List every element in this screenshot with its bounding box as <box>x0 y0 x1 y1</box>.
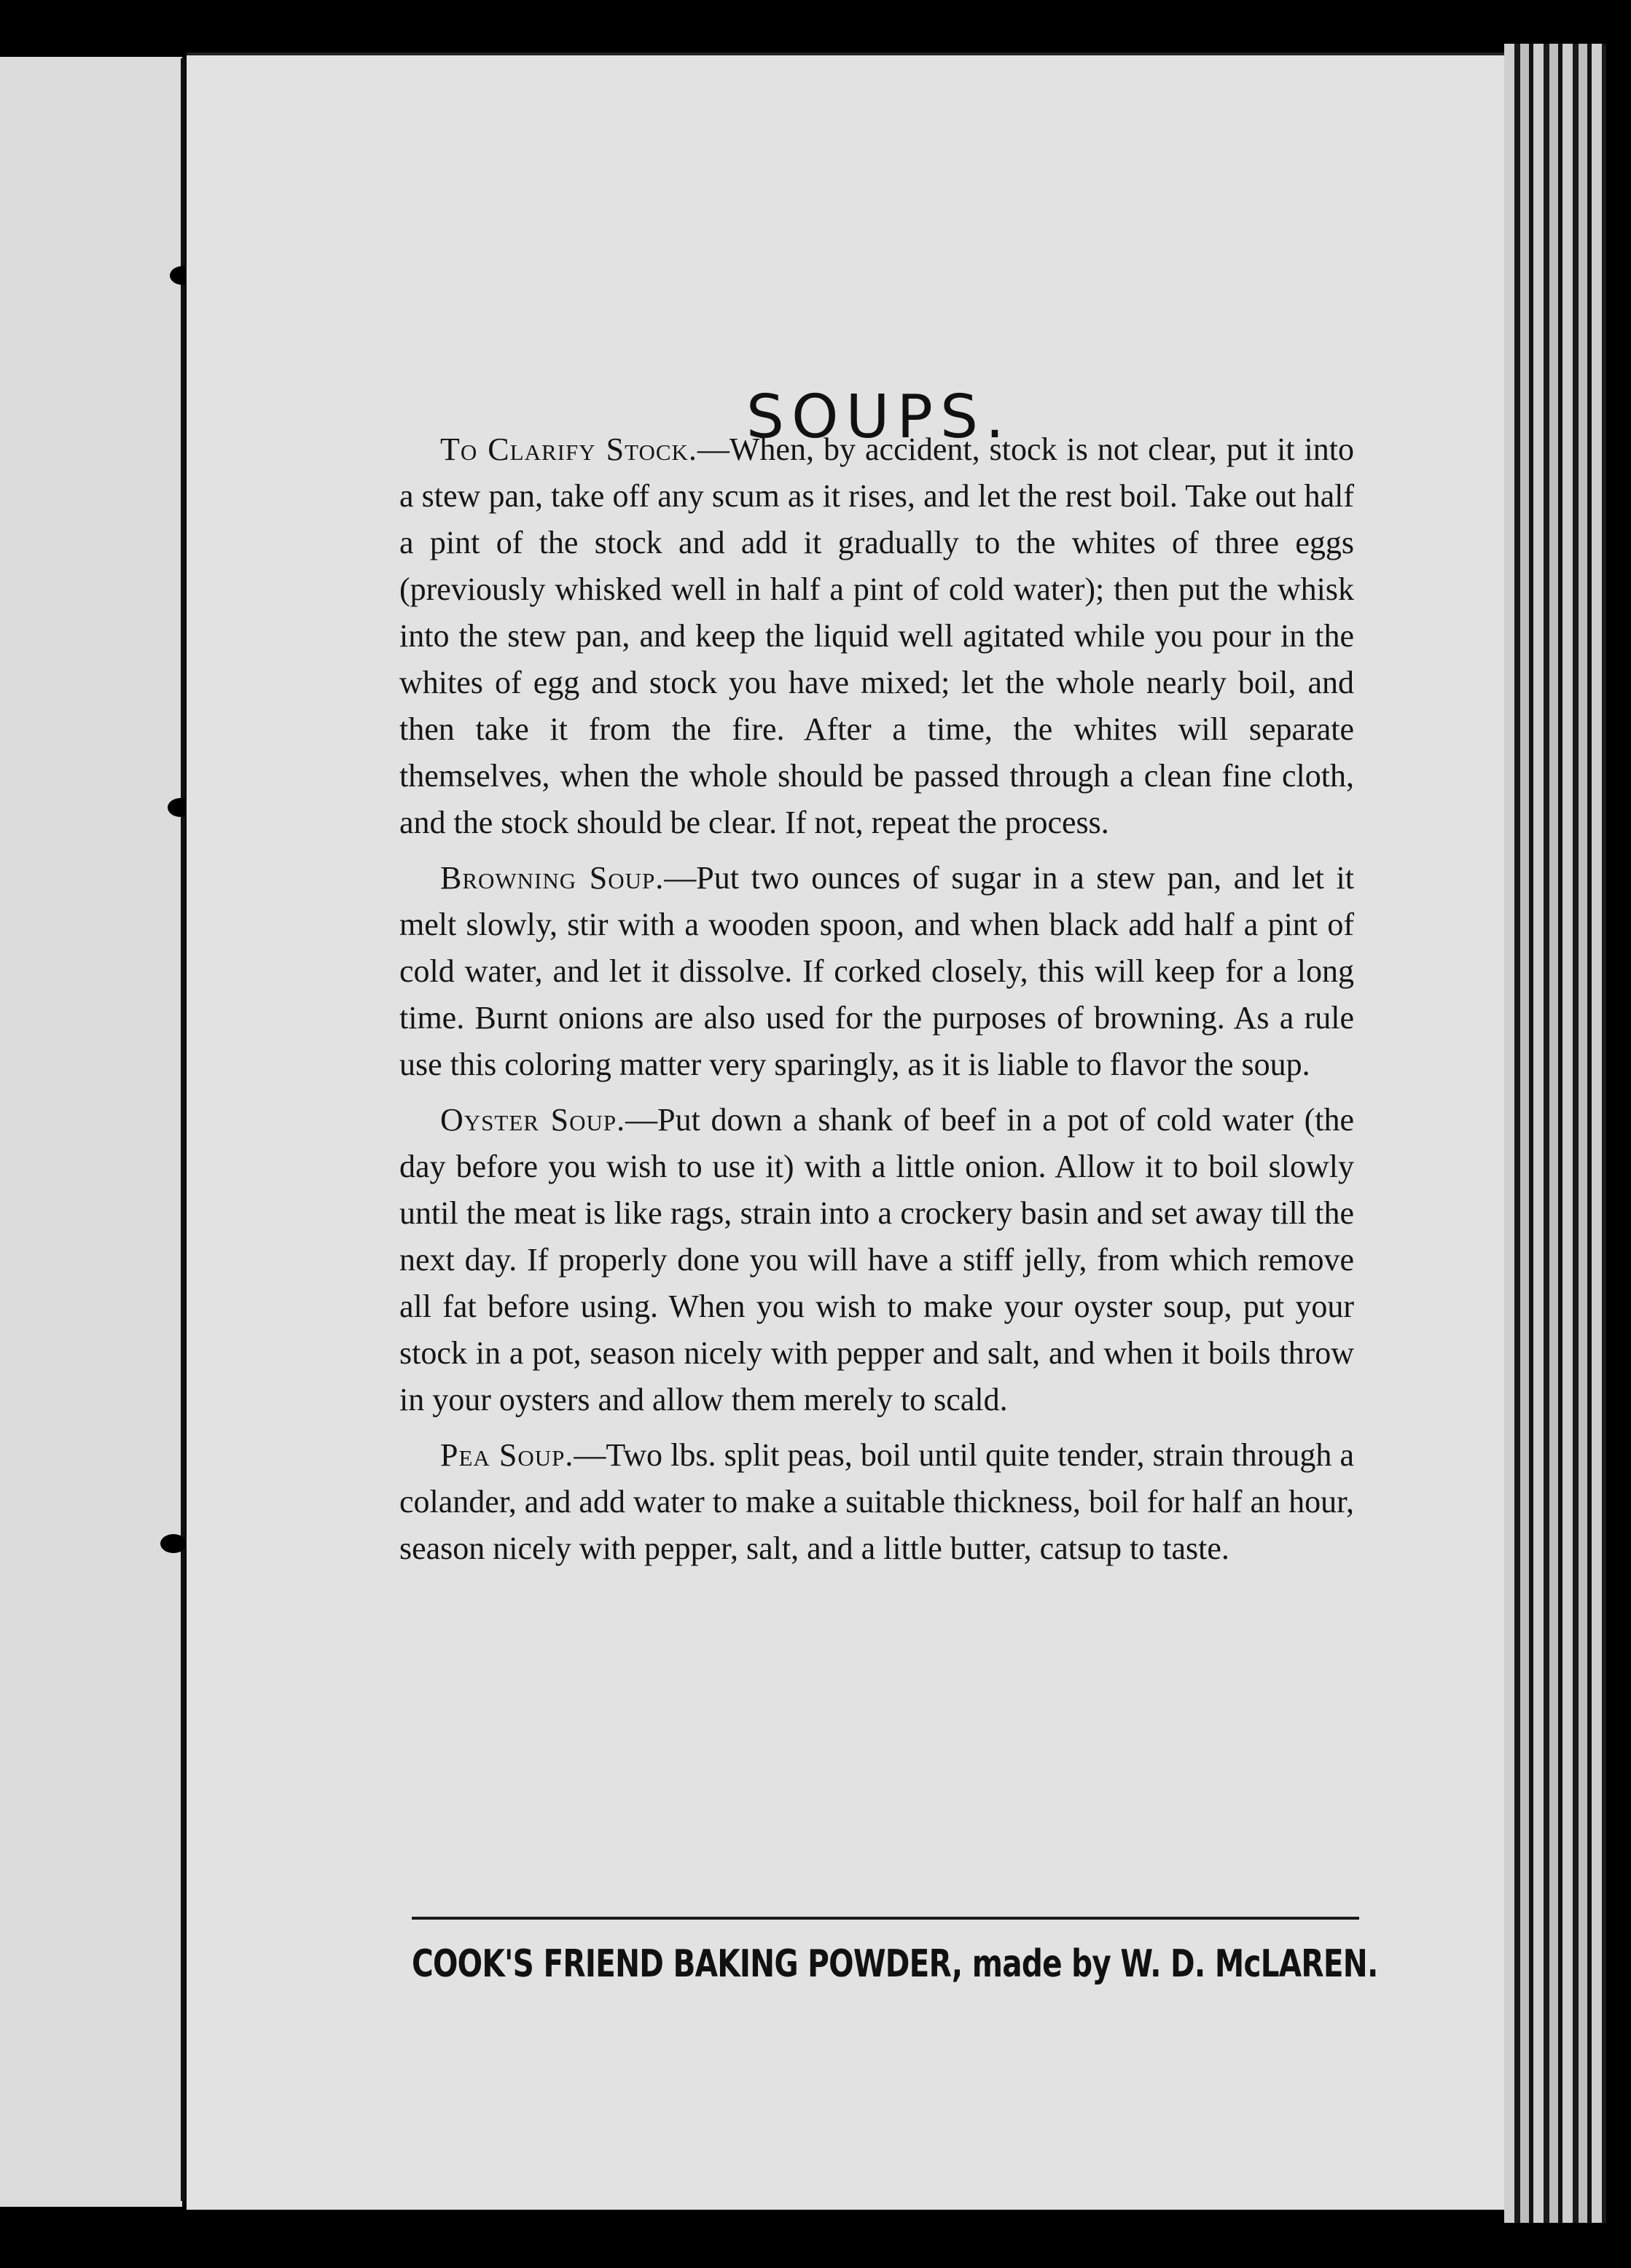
recipe-paragraph <box>399 426 1354 846</box>
recipe-paragraph <box>399 855 1354 1088</box>
recipe-paragraph <box>399 1432 1354 1572</box>
recipe-heading: Browning Soup. <box>440 860 665 896</box>
advertisement-line: COOK'S FRIEND BAKING POWDER, made by W. D. McLAREN. <box>412 1942 1378 1986</box>
binding-gutter <box>181 58 185 2201</box>
recipe-heading: Oyster Soup. <box>440 1102 626 1138</box>
facing-page-edge <box>0 57 182 2207</box>
recipe-body: —When, by accident, stock is not clear, put it into a stew pan, take off any scum as it rises, and let the rest boil. Take out half a pint of the stock and add it gradually to the whites of three eggs (previously whisked well in half a pint of cold water); then put the whisk into the stew pan, and keep the liquid well agitated while you pour in the whites of egg and stock you have mixed; let the whole nearly boil, and then take it from the fire. After a time, the whites will separate themselves, when the whole should be passed through a clean fine cloth, and the stock should be clear. If not, repeat the process. <box>399 431 1354 840</box>
recipe-body: —Put down a shank of beef in a pot of cold water (the day before you wish to use it) with a little onion. Allow it to boil slowly until the meat is like rags, strain into a crockery basin and set away till the next day. If properly done you will have a stiff jelly, from which remove all fat before using. When you wish to make your oyster soup, put your stock in a pot, season nicely with pepper and salt, and when it boils throw in your oysters and allow them merely to scald. <box>399 1102 1354 1418</box>
page-title: SOUPS. <box>746 382 1012 452</box>
page-top-edge <box>187 52 1504 55</box>
stacked-page-edges <box>1504 44 1606 2223</box>
recipe-heading: To Clarify Stock. <box>440 431 697 467</box>
divider-rule <box>412 1917 1359 1920</box>
binding-stitch <box>160 1534 187 1553</box>
recipe-body: —Put two ounces of sugar in a stew pan, and let it melt slowly, stir with a wooden spoon, and when black add half a pint of cold water, and let it dissolve. If corked closely, this will keep for a long time. Burnt onions are also used for the purposes of browning. As a rule use this coloring matter very sparingly, as it is liable to flavor the soup. <box>399 860 1354 1082</box>
recipe-heading: Pea Soup. <box>440 1437 574 1473</box>
recipe-text-block <box>399 426 1354 1581</box>
recipe-body: —Two lbs. split peas, boil until quite tender, strain through a colander, and add water to make a suitable thickness, boil for half an hour, season nicely with pepper, salt, and a little butter, catsup to taste. <box>399 1437 1354 1566</box>
recipe-paragraph <box>399 1097 1354 1423</box>
